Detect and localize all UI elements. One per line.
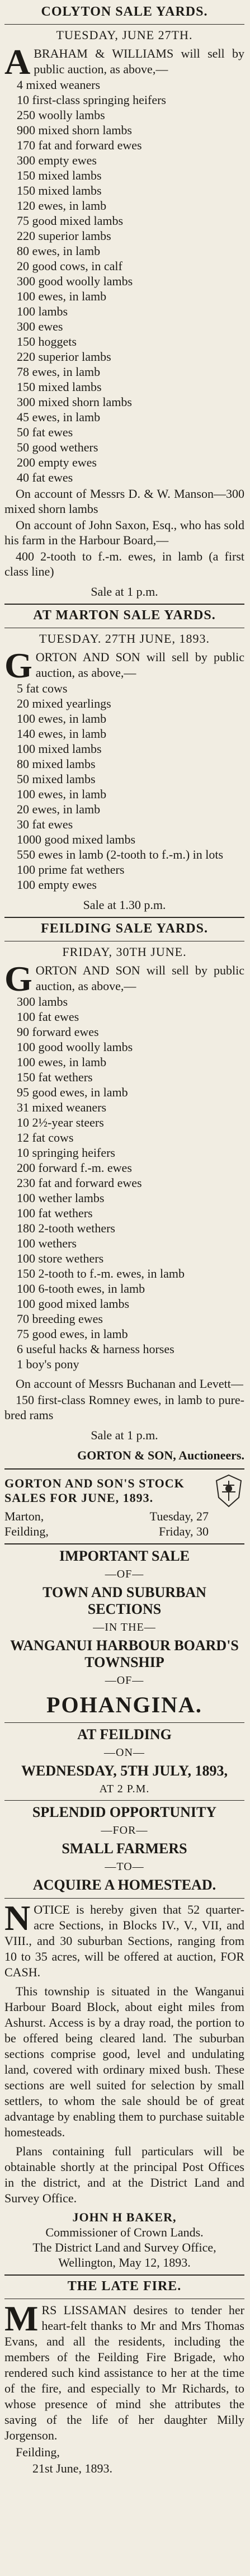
list-item: 45 ewes, in lamb bbox=[17, 410, 101, 424]
list-item: 70 breeding ewes bbox=[17, 1312, 103, 1326]
colyton-advert bbox=[4, 4, 244, 599]
opportunity-heading: ACQUIRE A HOMESTEAD. bbox=[32, 1877, 216, 1893]
list-item: 78 ewes, in lamb bbox=[17, 365, 101, 379]
fire-place: Feilding, bbox=[16, 2445, 60, 2459]
list-item: 150 fat wethers bbox=[17, 1070, 93, 1084]
list-item: 300 lambs bbox=[17, 995, 68, 1009]
list-item: 100 wether lambs bbox=[17, 1191, 105, 1205]
marton-date: TUESDAY. 27TH JUNE, 1893. bbox=[39, 632, 210, 646]
list-item: 170 fat and forward ewes bbox=[17, 138, 142, 152]
signer-name: JOHN H BAKER, bbox=[72, 2210, 177, 2224]
list-item: 550 ewes in lamb (2-tooth to f.-m.) in lots bbox=[17, 847, 224, 861]
paragraph: Plans containing full particulars will be obtainable shortly at the principal Post Offices in the district, and at the District Land and Survey Office. bbox=[4, 2144, 244, 2205]
notice-body: OTICE is hereby given that 52 quarter-acre Sections, in Blocks IV., V., VII, and VIII., and 30 suburban Sections, ranging from 10 to 35 acres, will be offered at auction, FOR CASH. bbox=[4, 1902, 244, 1979]
list-item: 900 mixed shorn lambs bbox=[17, 123, 132, 137]
list-item: 20 ewes, in lamb bbox=[17, 802, 101, 816]
colyton-lead-text: BRAHAM & WILLIAMS will sell by public auction, as above,— bbox=[34, 46, 244, 76]
sale-date: Friday, 30 bbox=[158, 1524, 209, 1538]
sections-sale-advert bbox=[4, 1548, 244, 2270]
list-item: 250 woolly lambs bbox=[17, 108, 105, 122]
list-item: 300 ewes bbox=[17, 319, 63, 333]
list-item: 75 good ewes, in lamb bbox=[17, 1327, 128, 1341]
marton-lead-text: ORTON AND SON will sell by public auction, as above,— bbox=[35, 650, 244, 680]
list-item: 20 mixed yearlings bbox=[17, 696, 111, 710]
section-divider bbox=[4, 917, 244, 918]
sale-time: AT 2 P.M. bbox=[99, 1783, 150, 1795]
sale-lead: WANGANUI HARBOUR BOARD'S TOWNSHIP bbox=[10, 1637, 239, 1670]
notice-text bbox=[4, 1898, 244, 1980]
section-divider bbox=[4, 604, 244, 605]
signature-block bbox=[4, 2210, 244, 2270]
list-item: 300 good woolly lambs bbox=[17, 274, 133, 288]
list-item: 150 2-tooth to f.-m. ewes, in lamb bbox=[17, 1266, 185, 1280]
list-item: 100 prime fat wethers bbox=[17, 863, 125, 877]
sale-place: Feilding, bbox=[4, 1524, 49, 1538]
list-item: 180 2-tooth wethers bbox=[17, 1221, 115, 1235]
list-item: 31 mixed weaners bbox=[17, 1100, 107, 1114]
account-note: On account of Messrs D. & W. Manson—300 mixed shorn lambs bbox=[4, 487, 244, 516]
sale-title: IMPORTANT SALE bbox=[59, 1548, 190, 1564]
colyton-lead bbox=[4, 42, 244, 82]
table-row bbox=[4, 1524, 209, 1539]
list-item: 100 ewes, in lamb bbox=[17, 712, 107, 726]
auctioneer-signature: GORTON & SON, Auctioneers. bbox=[77, 1448, 244, 1462]
list-item: 230 fat and forward ewes bbox=[17, 1176, 142, 1190]
list-item: 95 good ewes, in lamb bbox=[17, 1085, 128, 1099]
list-item: 50 good wethers bbox=[17, 440, 98, 454]
feilding-date: FRIDAY, 30TH JUNE. bbox=[62, 945, 187, 959]
list-item: 300 empty ewes bbox=[17, 153, 97, 167]
sale-date: Tuesday, 27 bbox=[149, 1509, 209, 1523]
signer-office: The District Land and Survey Office, bbox=[32, 2240, 216, 2254]
divider bbox=[4, 1800, 244, 1801]
list-item: 90 forward ewes bbox=[17, 1025, 99, 1039]
table-row bbox=[4, 1509, 209, 1524]
paragraph: This township is situated in the Wanganui Harbour Board Block, about eight miles from Ashurst. Access is by a dray road, the portion to be offered being cleared land. The suburban sections comprise good, level and undulating land, covered with ordinary mixed bush. These sections are well suited for selection by small settlers, to whom the sale should be of great advantage by enabling them to purchase suitable homesteads. bbox=[4, 1984, 244, 2139]
list-item: 5 fat cows bbox=[17, 681, 68, 695]
list-item: 100 store wethers bbox=[17, 1251, 104, 1265]
list-item: 12 fat cows bbox=[17, 1131, 74, 1145]
colyton-title: COLYTON SALE YARDS. bbox=[41, 4, 208, 19]
list-item: 100 ewes, in lamb bbox=[17, 289, 107, 303]
sale-time: Sale at 1 p.m. bbox=[91, 585, 158, 599]
list-item: 100 ewes, in lamb bbox=[17, 787, 107, 801]
list-item: 150 hoggets bbox=[17, 335, 77, 349]
list-item: 100 lambs bbox=[17, 304, 68, 318]
list-item: 50 fat ewes bbox=[17, 425, 73, 439]
list-item: 150 mixed lambs bbox=[17, 183, 102, 197]
feilding-title: FEILDING SALE YARDS. bbox=[41, 921, 208, 936]
feilding-lead-text: ORTON AND SON will sell by public auction, as above,— bbox=[35, 963, 244, 993]
list-item: 100 mixed lambs bbox=[17, 742, 102, 756]
list-item: 80 ewes, in lamb bbox=[17, 244, 101, 258]
divider bbox=[4, 24, 244, 25]
marton-lead bbox=[4, 646, 244, 685]
list-item: 100 empty ewes bbox=[17, 878, 97, 892]
connector-text: —IN THE— bbox=[93, 1621, 156, 1633]
fire-body: RS LISSAMAN desires to tender her heart-felt thanks to Mr and Mrs Thomas Evans, and all the residents, including the members of the Feilding Fire Brigade, who rendered such kind assistance to her at the time of the fire, and especially to Mr Richards, to whose presence of mind she attributes the saving of the life of her daughter Milly Jorgenson. bbox=[4, 2303, 244, 2442]
opportunity-heading: SMALL FARMERS bbox=[62, 1840, 187, 1857]
list-item: 200 empty ewes bbox=[17, 455, 97, 469]
list-item: 50 mixed lambs bbox=[17, 772, 96, 786]
feilding-lead bbox=[4, 959, 244, 999]
list-item: 10 2½-year steers bbox=[17, 1115, 104, 1129]
fire-date: 21st June, 1893. bbox=[32, 2461, 112, 2475]
list-item: 10 first-class springing heifers bbox=[17, 93, 166, 107]
list-item: 150 mixed lambs bbox=[17, 168, 102, 182]
drop-cap: N bbox=[4, 1898, 31, 1938]
signer-place: Wellington, May 12, 1893. bbox=[58, 2255, 191, 2269]
account-note: On account of Messrs Buchanan and Levett— bbox=[16, 1377, 243, 1391]
list-item: 100 fat wethers bbox=[17, 1206, 93, 1220]
list-item: 100 fat ewes bbox=[17, 1010, 79, 1024]
list-item: 100 wethers bbox=[17, 1236, 77, 1250]
sale-date: WEDNESDAY, 5TH JULY, 1893, bbox=[21, 1763, 228, 1779]
list-item: 30 fat ewes bbox=[17, 817, 73, 831]
account-note: 150 first-class Romney ewes, in lamb to pure-bred rams bbox=[4, 1393, 244, 1422]
section-divider bbox=[4, 1543, 244, 1544]
list-item: 100 good woolly lambs bbox=[17, 1040, 133, 1054]
section-divider bbox=[4, 1468, 244, 1470]
list-item: 75 good mixed lambs bbox=[17, 214, 124, 228]
divider bbox=[4, 1722, 244, 1723]
drop-cap: G bbox=[4, 959, 32, 999]
sale-location: AT FEILDING bbox=[77, 1726, 172, 1743]
section-divider bbox=[4, 2274, 244, 2276]
drop-cap: G bbox=[4, 646, 32, 685]
drop-cap: M bbox=[4, 2299, 39, 2338]
sale-time: Sale at 1 p.m. bbox=[91, 1428, 158, 1442]
divider bbox=[4, 1898, 244, 1899]
stock-sales-advert bbox=[4, 1473, 244, 1539]
township-name: POHANGINA. bbox=[46, 1692, 202, 1717]
feilding-advert bbox=[4, 921, 244, 1463]
colyton-date: TUESDAY, JUNE 27TH. bbox=[56, 28, 193, 42]
list-item: 4 mixed weaners bbox=[17, 78, 101, 92]
list-item: 1 boy's pony bbox=[17, 1357, 79, 1371]
account-note: On account of John Saxon, Esq., who has sold his farm in the Harbour Board,— bbox=[4, 518, 244, 547]
connector-text: —TO— bbox=[105, 1861, 144, 1873]
list-item: 100 6-tooth ewes, in lamb bbox=[17, 1282, 145, 1296]
marton-advert bbox=[4, 608, 244, 912]
crest-icon bbox=[213, 1473, 244, 1509]
connector-text: —ON— bbox=[104, 1746, 145, 1759]
list-item: 220 superior lambs bbox=[17, 350, 111, 364]
sale-lead: TOWN AND SUBURBAN SECTIONS bbox=[43, 1584, 206, 1617]
sale-time: Sale at 1.30 p.m. bbox=[83, 898, 166, 912]
list-item: 100 ewes, in lamb bbox=[17, 1055, 107, 1069]
list-item: 140 ewes, in lamb bbox=[17, 727, 107, 741]
list-item: 120 ewes, in lamb bbox=[17, 199, 107, 213]
signer-title: Commissioner of Crown Lands. bbox=[45, 2225, 204, 2239]
list-item: 6 useful hacks & harness horses bbox=[17, 1342, 174, 1356]
fire-text bbox=[4, 2299, 244, 2443]
list-item: 20 good cows, in calf bbox=[17, 259, 122, 273]
marton-title: AT MARTON SALE YARDS. bbox=[33, 608, 216, 623]
connector-text: —OF— bbox=[105, 1674, 144, 1687]
list-item: 200 forward f.-m. ewes bbox=[17, 1161, 132, 1175]
connector-text: —FOR— bbox=[101, 1824, 148, 1836]
account-note: 400 2-tooth to f.-m. ewes, in lamb (a first class line) bbox=[4, 549, 244, 578]
opportunity-heading: SPLENDID OPPORTUNITY bbox=[32, 1804, 217, 1820]
drop-cap: A bbox=[4, 42, 31, 82]
list-item: 220 superior lambs bbox=[17, 229, 111, 243]
sale-place: Marton, bbox=[4, 1509, 44, 1523]
list-item: 1000 good mixed lambs bbox=[17, 832, 136, 846]
list-item: 150 mixed lambs bbox=[17, 380, 102, 394]
list-item: 40 fat ewes bbox=[17, 470, 73, 484]
fire-title: THE LATE FIRE. bbox=[67, 2279, 182, 2294]
list-item: 10 springing heifers bbox=[17, 1146, 115, 1160]
stock-sales-title: GORTON AND SON'S STOCK SALES FOR JUNE, 1893. bbox=[4, 1476, 185, 1505]
list-item: 300 mixed shorn lambs bbox=[17, 395, 132, 409]
late-fire-notice bbox=[4, 2279, 244, 2476]
connector-text: —OF— bbox=[105, 1568, 144, 1580]
list-item: 100 good mixed lambs bbox=[17, 1297, 130, 1311]
list-item: 80 mixed lambs bbox=[17, 757, 96, 771]
